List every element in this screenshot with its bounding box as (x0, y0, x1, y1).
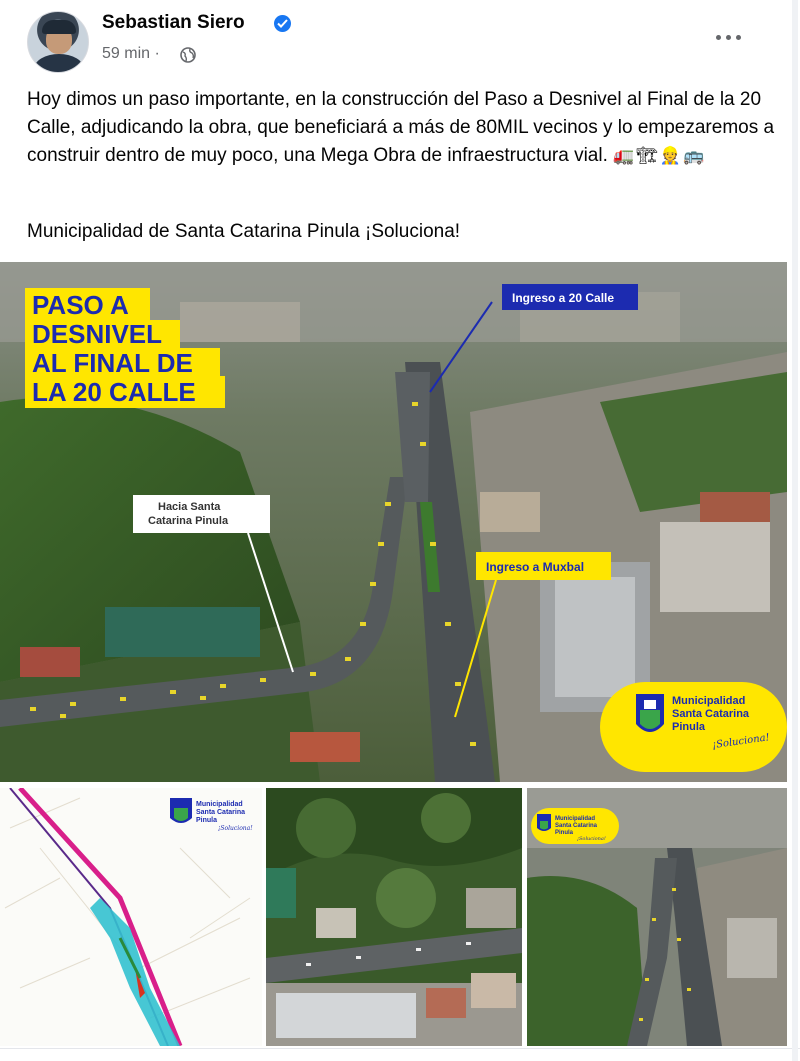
headline-line-4: LA 20 CALLE (32, 377, 196, 407)
post-footer-text: Municipalidad de Santa Catarina Pinula ¡Soluciona! (27, 221, 461, 242)
logo-slogan: ¡Soluciona! (711, 732, 771, 752)
logo-line-3: Pinula (672, 721, 706, 733)
verified-badge-icon (274, 15, 291, 32)
municipality-logo (600, 682, 787, 772)
thumb3-logo-line-3: Pinula (555, 830, 574, 836)
label-ingreso-20: Ingreso a 20 Calle (512, 291, 615, 305)
author-name[interactable]: Sebastian Siero (102, 12, 245, 33)
label-hacia-line-2: Catarina Pinula (148, 515, 229, 527)
meta-separator: · (154, 45, 160, 62)
post-bottom-divider (0, 1048, 800, 1049)
thumbnail-aerial[interactable] (266, 788, 522, 1046)
headline-line-1: PASO A (32, 290, 129, 320)
author-avatar[interactable] (27, 11, 89, 73)
post-meta (102, 45, 160, 63)
thumb1-logo-line-3: Pinula (196, 817, 218, 824)
thumbnail-render[interactable] (527, 788, 787, 1046)
headline-line-3: AL FINAL DE (32, 348, 193, 378)
thumb3-logo-slogan: ¡Soluciona! (577, 836, 606, 842)
post-body-text: Hoy dimos un paso importante, en la construcción del Paso a Desnivel al Final de la 20 Calle, adjudicando la obra, que beneficiará a más de 80MIL vecinos y lo empezaremos a construir dentro de muy poco, una Mega Obra de infraestructura vial. (27, 89, 775, 166)
post-body (27, 86, 777, 170)
post-emojis: 🚛🏗👷🚌 (613, 146, 707, 165)
post-time[interactable]: 59 min (102, 45, 151, 62)
headline-line-2: DESNIVEL (32, 319, 163, 349)
label-hacia-line-1: Hacia Santa (158, 501, 221, 513)
thumbnail-plan[interactable] (0, 788, 262, 1046)
thumb3-logo-line-2: Santa Catarina (555, 823, 598, 829)
logo-line-2: Santa Catarina (672, 708, 750, 720)
post-header (0, 0, 800, 80)
thumb3-logo-line-1: Municipalidad (555, 816, 596, 822)
more-options-icon[interactable] (716, 30, 746, 46)
logo-line-1: Municipalidad (672, 695, 746, 707)
globe-icon[interactable] (180, 47, 196, 63)
scrollbar[interactable] (792, 0, 798, 1061)
thumb1-logo-line-2: Santa Catarina (196, 809, 246, 816)
thumb1-logo-line-1: Municipalidad (196, 801, 243, 808)
label-muxbal: Ingreso a Muxbal (486, 560, 585, 574)
main-post-image[interactable] (0, 262, 787, 782)
thumb1-logo-slogan: ¡Soluciona! (218, 825, 253, 832)
